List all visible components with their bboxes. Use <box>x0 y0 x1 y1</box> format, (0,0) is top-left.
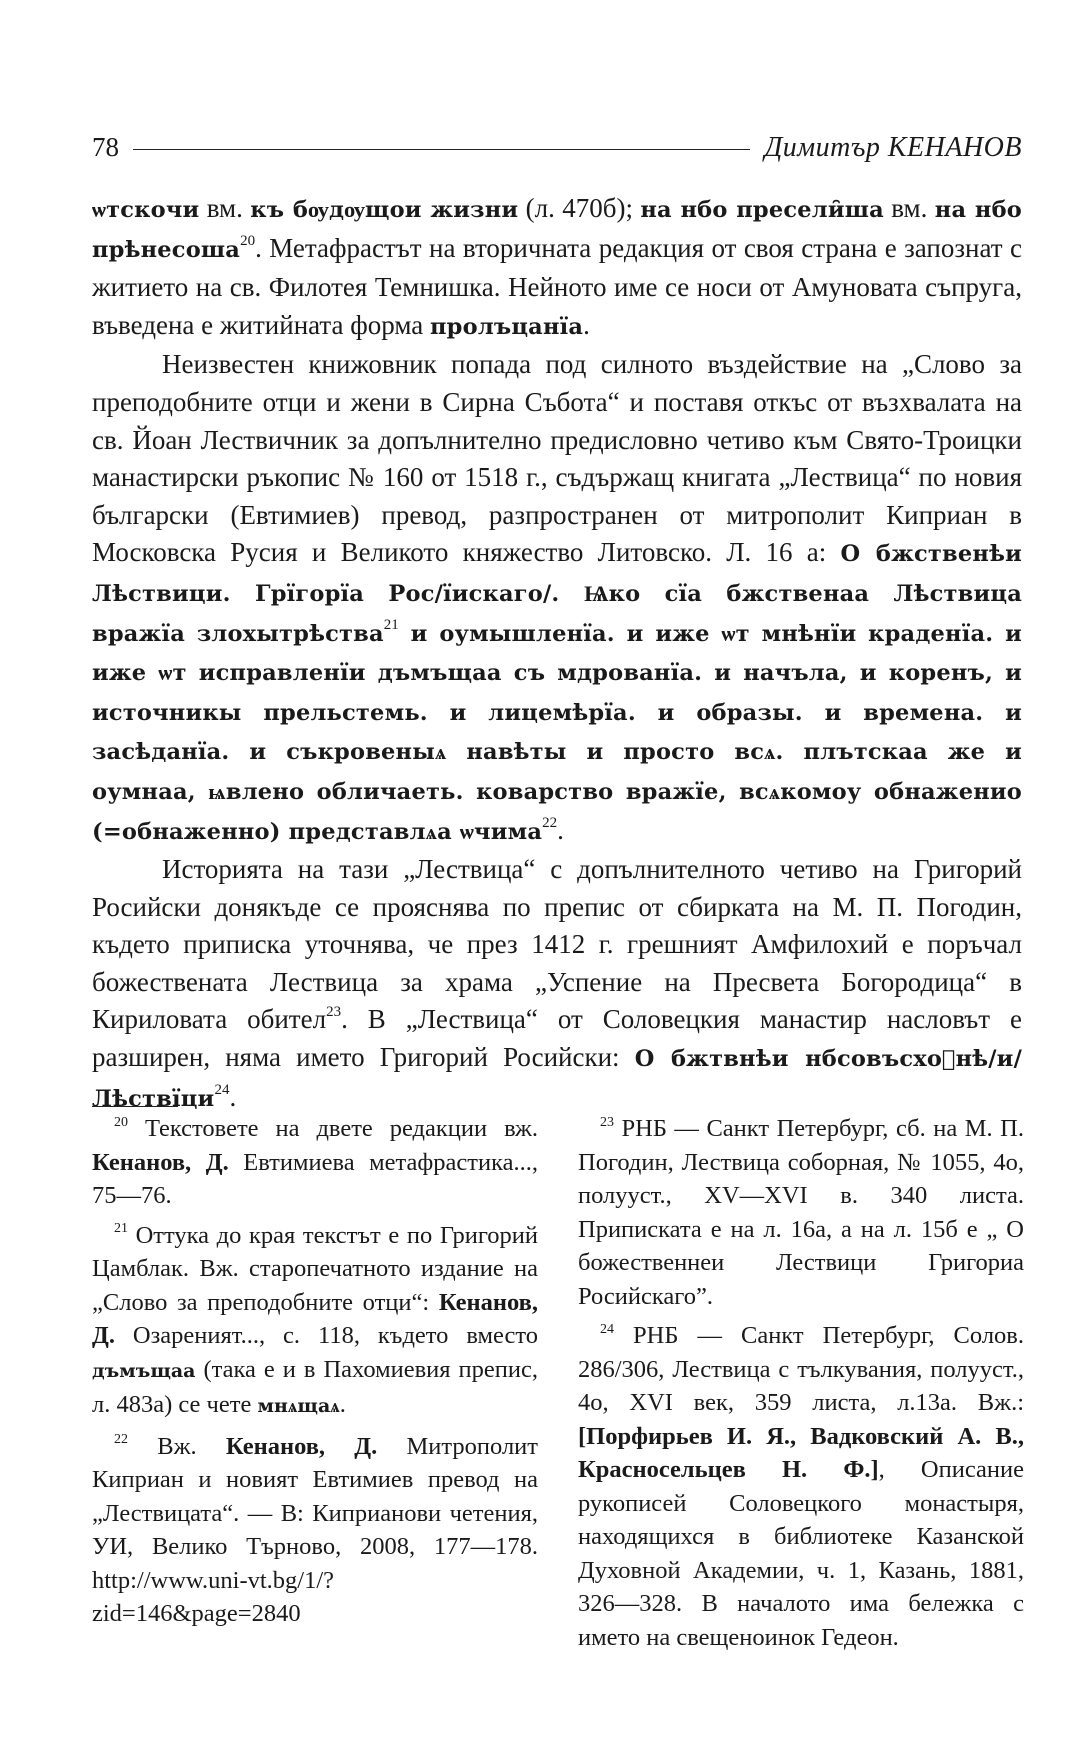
footnote-20 <box>92 1112 538 1213</box>
church-slavonic-text: на нбо прѣнесоша <box>92 197 1022 263</box>
paragraph-3 <box>92 851 1022 1118</box>
running-header <box>92 132 1022 172</box>
footnote-text: РНБ — Санкт Петербург, сб. на М. П. Погодин, Лествица соборная, № 1055, 4о, полууст., XV—XVI в. 340 листа. Приписката е на л. 16а, а на л. 15б е „ О божественнеи Лествици Григориа Росийскаго”. <box>578 1115 1024 1310</box>
church-slavonic-text: на нбо пресели̑ша <box>640 197 884 223</box>
footnote-text: Вж. <box>128 1432 226 1460</box>
footnote-text: Митрополит Киприан и новият Евтимиев превод на „Лествицата“. — В: Киприанови четения, УИ, Велико Търново, 2008, 177—178. http://www.uni-vt.bg/1/?zid=146&page=2840 <box>92 1432 538 1627</box>
footnote-number: 20 <box>114 1114 128 1130</box>
church-slavonic-quote: О бжственѣи Лѣствици. Грїгорїа Рос/їискаго/. Ѩко сїа бжственаа Лѣствица вражїа злохытрѣства <box>92 541 1022 647</box>
church-slavonic-text: къ бѹдѹщои жизни <box>250 197 519 223</box>
church-slavonic-text: пролъцанїа <box>430 313 584 340</box>
author-name: Кенанов, Д. <box>92 1288 538 1349</box>
text-run: вм. <box>883 193 935 223</box>
footnote-ref-23[interactable]: 23 <box>326 1004 342 1021</box>
header-rule <box>133 149 750 150</box>
church-slavonic-quote: и оумышленїа. и иже ѡт мнѣнїи краденїа. и иже ѡт исправленїи дъмъщаа съ мдрованїа. и начъла, и коренъ, и источникы прельстемь. и лицемѣрїа. и образы. и времена. и засѣданїа. и съкровеныѧ навѣты и просто всѧ. плътскаа же и оумнаа, ѩвлено обличаеть. коварство вражїе, всѧкомоу обнаженио (=обнаженно) представлѧа ѡчима <box>92 620 1022 845</box>
text-run: Неизвестен книжовник попада под силното въздействие на „Слово за преподобните отци и жени в Сирна Събота“ и поставя откъс от възхвалата на св. Йоан Лествичник за допълнително предисловно четиво към Свято-Троицки манастирски ръкопис № 160 от 1518 г., съдържащ книгата „Лествица“ по новия български (Евтимиев) превод, разпространен от митрополит Киприан в Московска Русия и Великото княжество Литовско. Л. 16 а: <box>92 349 1022 568</box>
footnote-number: 21 <box>114 1221 128 1237</box>
church-slavonic-word: дъмъщаа <box>92 1359 196 1382</box>
footnote-text: Текстовете на двете редакции вж. <box>128 1115 538 1142</box>
footnote-ref-21[interactable]: 21 <box>383 616 399 633</box>
footnotes-left-column <box>92 1112 538 1637</box>
paragraph-2 <box>92 346 1022 851</box>
footnote-text: . <box>339 1391 346 1418</box>
footnote-21 <box>92 1219 538 1424</box>
running-head-author: Димитър КЕНАНОВ <box>764 132 1022 163</box>
footnote-text: Озареният..., с. 118, където вместо <box>114 1322 538 1349</box>
church-slavonic-word: мнѧщаѧ <box>257 1395 340 1417</box>
author-name: Кенанов, Д. <box>92 1148 229 1176</box>
footnote-text: Евтимиева метафрастика..., 75—76. <box>92 1148 538 1209</box>
footnote-22 <box>92 1430 538 1631</box>
author-name: Кенанов, Д. <box>225 1432 378 1460</box>
church-slavonic-title: О бжтвнѣи нбсовъсхоⷣнѣ/и/ Лѣствїци <box>92 1046 1022 1112</box>
church-slavonic-text: ѡтскочи <box>92 197 200 223</box>
author-names: [Порфирьев И. Я., Вадковский А. В., Красносельцев Н. Ф.] <box>578 1422 1024 1483</box>
footnote-ref-20[interactable]: 20 <box>240 232 256 249</box>
footnote-number: 22 <box>114 1432 128 1448</box>
text-run: . <box>583 309 590 340</box>
footnote-23 <box>578 1112 1024 1313</box>
footnote-ref-22[interactable]: 22 <box>542 814 558 831</box>
footnote-number: 24 <box>600 1321 614 1337</box>
footnote-text: (така е и в Пахомиевия препис, л. 483а) се чете <box>92 1355 538 1418</box>
text-run: . <box>557 814 564 845</box>
footnote-text: , Описание рукописей Соловецкого монастыря, находящихся в библиотеке Казанской Духовной Академии, ч. 1, Казань, 1881, 326—328. В началото има бележка с името на свещеноинок Гедеон. <box>578 1456 1024 1651</box>
footnote-24 <box>578 1319 1024 1654</box>
text-run: вм. <box>199 193 251 223</box>
text-run: . В „Лествица“ от Соловецкия манастир насловът е разширен, няма името Григорий Росийски: <box>92 1004 1023 1073</box>
footnote-text: Оттука до края текстът е по Григорий Цамблак. Вж. старопечатното издание на „Слово за преподобните отци“: <box>92 1221 538 1316</box>
page-number: 78 <box>92 132 119 162</box>
footnote-text: РНБ — Санкт Петербург, Солов. 286/306, Лествица с тълкувания, полууст., 4о, XVI век, 359 листа, л.13а. Вж.: <box>578 1322 1024 1416</box>
paragraph-1 <box>92 190 1022 346</box>
footnote-separator <box>92 1106 178 1107</box>
text-run: . Метафрастът на вторичната редакция от своя страна е запознат с житието на св. Филотея Темнишка. Нейното име се носи от Амуновата съпруга, въведена е житийната форма <box>92 232 1022 340</box>
footnote-ref-24[interactable]: 24 <box>214 1081 230 1098</box>
text-run: (л. 470б); <box>518 193 641 223</box>
footnotes-right-column <box>578 1112 1024 1660</box>
text-run: . <box>229 1081 237 1112</box>
main-text <box>92 190 1022 1118</box>
text-run: Историята на тази „Лествица“ с допълнителното четиво на Григорий Росийски донякъде се прояснява по препис от сбирката на М. П. Погодин, където приписка уточнява, че през 1412 г. грешният Амфилохий е поръчал божествената Лествица за храма „Успение на Пресвета Богородица“ в Кириловата обител <box>92 854 1022 1035</box>
footnote-number: 23 <box>600 1114 614 1130</box>
